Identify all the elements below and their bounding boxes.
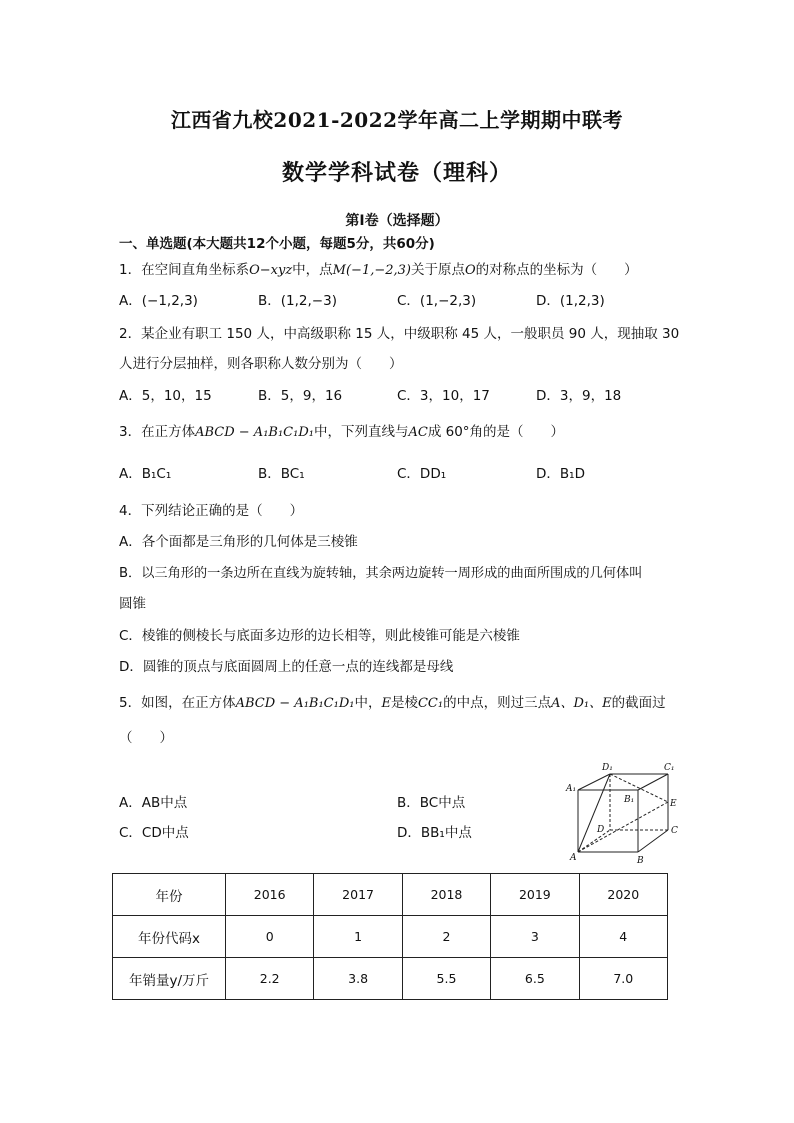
sales-table bbox=[112, 873, 668, 1000]
exam-title: 江西省九校2021-2022学年高二上学期期中联考 bbox=[170, 108, 624, 132]
question-5-option-b: B．BC中点 bbox=[397, 795, 466, 811]
question-5-option-d: D．BB₁中点 bbox=[397, 825, 472, 841]
question-5-option-a: A．AB中点 bbox=[119, 795, 188, 811]
question-1-option-d: D．(1,2,3) bbox=[536, 293, 605, 309]
edge-b1-c1 bbox=[638, 774, 668, 790]
question-1-stem: 1．在空间直角坐标系O−xyz中，点M(−1,−2,3)关于原点O的对称点的坐标为（ ） bbox=[119, 262, 638, 278]
label-e: E bbox=[670, 799, 677, 809]
question-5-stem: 5．如图，在正方体ABCD − A₁B₁C₁D₁中，E是棱CC₁的中点，则过三点A、D₁、E的截面过 bbox=[119, 695, 666, 711]
question-5-option-c: C．CD中点 bbox=[119, 825, 189, 841]
question-3-option-a: A．B₁C₁ bbox=[119, 466, 172, 482]
label-c: C bbox=[671, 826, 678, 836]
segment-a-d1 bbox=[578, 774, 610, 852]
question-3-stem: 3．在正方体ABCD − A₁B₁C₁D₁中，下列直线与AC成 60°角的是（ ） bbox=[119, 424, 565, 440]
table-cell: 2 bbox=[402, 916, 490, 958]
question-2-option-a: A．5，10，15 bbox=[119, 388, 212, 404]
edge-b-c bbox=[638, 830, 668, 852]
cube-figure bbox=[564, 760, 684, 866]
table-cell: 6.5 bbox=[491, 958, 579, 1000]
table-cell: 1 bbox=[314, 916, 402, 958]
table-header-year: 年份 bbox=[113, 874, 226, 916]
edge-a1-d1 bbox=[578, 774, 610, 790]
question-3-option-d: D．B₁D bbox=[536, 466, 585, 482]
label-a: A bbox=[570, 853, 577, 863]
question-2-option-b: B．5，9，16 bbox=[258, 388, 343, 404]
table-cell: 2017 bbox=[314, 874, 402, 916]
table-row bbox=[113, 958, 668, 1000]
table-cell: 4 bbox=[579, 916, 667, 958]
table-cell: 3.8 bbox=[314, 958, 402, 1000]
part-title: 第I卷（选择题） bbox=[345, 213, 449, 229]
question-4-stem: 4．下列结论正确的是（ ） bbox=[119, 503, 304, 519]
question-2-stem-line2: 人进行分层抽样，则各职称人数分别为（ ） bbox=[119, 356, 403, 372]
question-1-option-c: C．(1,−2,3) bbox=[397, 293, 477, 309]
section-title: 一、单选题(本大题共12个小题，每题5分，共60分) bbox=[119, 236, 435, 252]
question-1-option-a: A．(−1,2,3) bbox=[119, 293, 198, 309]
table-cell: 5.5 bbox=[402, 958, 490, 1000]
question-3-option-b: B．BC₁ bbox=[258, 466, 305, 482]
label-d1: D₁ bbox=[602, 763, 613, 773]
question-4-option-d: D．圆锥的顶点与底面圆周上的任意一点的连线都是母线 bbox=[119, 659, 454, 675]
table-cell: 2.2 bbox=[226, 958, 314, 1000]
table-row bbox=[113, 874, 668, 916]
table-cell: 2019 bbox=[491, 874, 579, 916]
exam-subtitle: 数学学科试卷（理科） bbox=[281, 160, 512, 186]
question-3-option-c: C．DD₁ bbox=[397, 466, 447, 482]
question-2-option-c: C．3，10，17 bbox=[397, 388, 490, 404]
table-header-sales: 年销量y/万斤 bbox=[113, 958, 226, 1000]
question-2-stem-line1: 2．某企业有职工 150 人，中高级职称 15 人，中级职称 45 人，一般职员 90 人，现抽取 30 bbox=[119, 326, 680, 342]
label-a1: A₁ bbox=[566, 784, 577, 794]
table-cell: 2020 bbox=[579, 874, 667, 916]
question-4-option-b: B．以三角形的一条边所在直线为旋转轴，其余两边旋转一周形成的曲面所围成的几何体叫 bbox=[119, 566, 643, 581]
question-4-option-c: C．棱锥的侧棱长与底面多边形的边长相等，则此棱锥可能是六棱锥 bbox=[119, 628, 520, 644]
table-cell: 2018 bbox=[402, 874, 490, 916]
table-row bbox=[113, 916, 668, 958]
table-cell: 2016 bbox=[226, 874, 314, 916]
question-4-option-b-cont: 圆锥 bbox=[119, 596, 146, 612]
question-1-option-b: B．(1,2,−3) bbox=[258, 293, 337, 309]
table-cell: 3 bbox=[491, 916, 579, 958]
table-cell: 7.0 bbox=[579, 958, 667, 1000]
question-5-stem-line2: （ ） bbox=[119, 730, 173, 746]
label-d: D bbox=[597, 825, 605, 835]
label-b1: B₁ bbox=[624, 795, 635, 805]
table-cell: 0 bbox=[226, 916, 314, 958]
question-2-option-d: D．3，9，18 bbox=[536, 388, 622, 404]
table-header-code: 年份代码x bbox=[113, 916, 226, 958]
segment-a-e bbox=[578, 802, 668, 852]
label-b: B bbox=[637, 856, 644, 866]
question-4-option-a: A．各个面都是三角形的几何体是三棱锥 bbox=[119, 534, 358, 550]
label-c1: C₁ bbox=[664, 763, 675, 773]
